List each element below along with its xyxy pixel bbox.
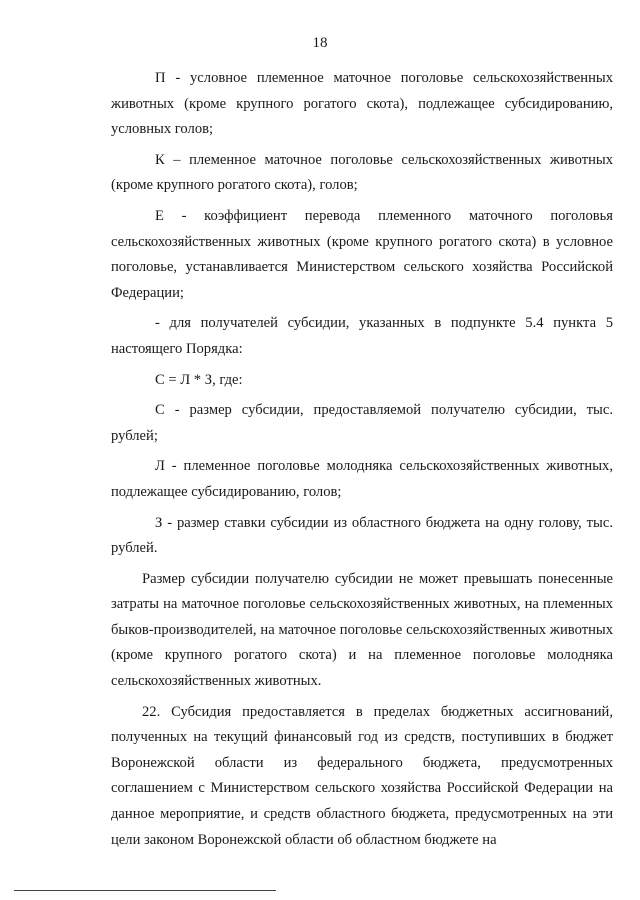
page-number: 18 — [312, 35, 328, 51]
paragraph-p-definition: П - условное племенное маточное поголовье сельскохозяйственных животных (кроме крупного рогатого скота), подлежащее субсидированию, условных голов; — [111, 70, 613, 138]
paragraph-c-definition: С - размер субсидии, предоставляемой получателю субсидии, тыс. рублей; — [111, 402, 613, 444]
paragraph-z-definition: З - размер ставки субсидии из областного бюджета на одну голову, тыс. рублей. — [111, 514, 613, 557]
paragraph-subsidy-limit: Размер субсидии получателю субсидии не может превышать понесенные затраты на маточное поголовье сельскохозяйственных животных, на племенных быков-производителей, на маточное поголовье сельскохозяйственных животных (кроме крупного рогатого скота) и на племенное поголовье молодняка сельскохозяйственных животных. — [111, 570, 613, 690]
paragraph-e-definition: Е - коэффициент перевода племенного маточного поголовья сельскохозяйственных животных (кроме крупного рогатого скота) в условное поголовье, устанавливается Министерством сельского хозяйства Российской Федерации; — [111, 207, 613, 301]
paragraph-k-definition: К – племенное маточное поголовье сельскохозяйственных животных (кроме крупного рогатого скота), голов; — [111, 151, 613, 194]
paragraph-recipients-5-4: - для получателей субсидии, указанных в подпункте 5.4 пункта 5 настоящего Порядка: — [111, 315, 613, 357]
paragraph-l-definition: Л - племенное поголовье молодняка сельскохозяйственных животных, подлежащее субсидированию, голов; — [111, 458, 613, 500]
paragraph-22: 22. Субсидия предоставляется в пределах бюджетных ассигнований, полученных на текущий финансовый год из средств, поступивших в бюджет Воронежской области из федерального бюджета, предусмотренных соглашением с Министерством сельского хозяйства Российской Федерации на данное мероприятие, и средств областного бюджета, предусмотренных на эти цели законом Воронежской области об областном бюджете на — [111, 703, 613, 848]
body-text — [111, 66, 613, 853]
formula-line: С = Л * З, где: — [155, 371, 243, 388]
footer-divider — [14, 890, 276, 891]
